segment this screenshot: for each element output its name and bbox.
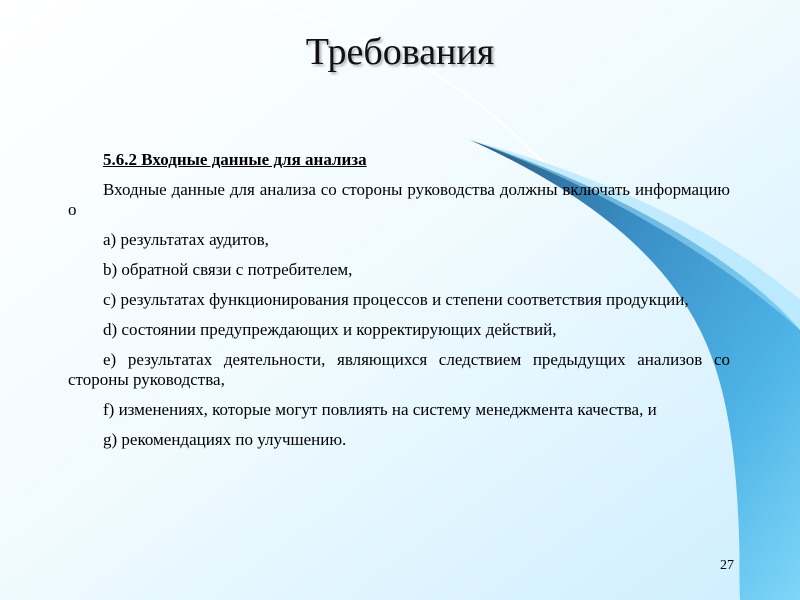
intro-paragraph: Входные данные для анализа со стороны руководства должны включать информацию о [68, 180, 730, 219]
list-item: d) состоянии предупреждающих и корректирующих действий, [103, 320, 557, 339]
page-number: 27 [720, 558, 734, 573]
section-heading: 5.6.2 Входные данные для анализа [103, 150, 367, 169]
slide-title: Требования [305, 31, 495, 73]
list-item: g) рекомендациях по улучшению. [103, 430, 347, 449]
slide-content [68, 150, 730, 450]
list-item: b) обратной связи с потребителем, [103, 260, 353, 279]
list-item: е) результатах деятельности, являющихся следствием предыдущих анализов со стороны руководства, [68, 350, 730, 389]
list-item: с) результатах функционирования процессов и степени соответствия продукции, [103, 290, 689, 309]
list-item: а) результатах аудитов, [103, 230, 269, 249]
list-item: f) изменениях, которые могут повлиять на систему менеджмента качества, и [103, 400, 657, 419]
section-heading-paragraph [68, 150, 730, 170]
